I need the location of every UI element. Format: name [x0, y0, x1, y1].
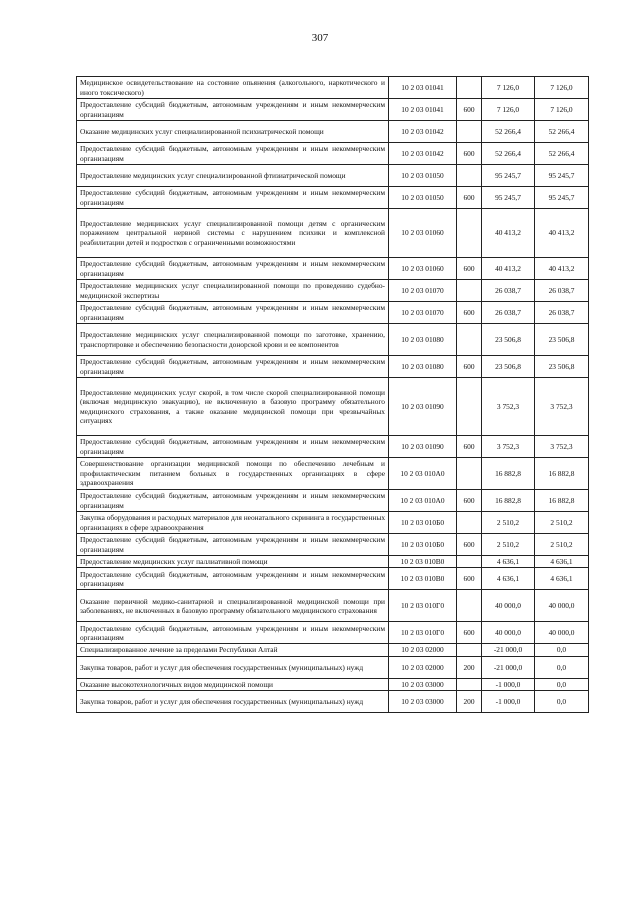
row-expense-type-cell — [457, 644, 482, 656]
row-amount-1-cell: 4 636,1 — [482, 568, 535, 590]
row-amount-1-cell: 16 882,8 — [482, 458, 535, 490]
row-name-cell: Предоставление субсидий бюджетным, автономным учреждениям и иным некоммерческим организациям — [77, 490, 389, 512]
row-amount-2-cell: 40 413,2 — [535, 209, 589, 258]
table-row — [77, 187, 589, 209]
row-expense-type-cell: 600 — [457, 622, 482, 644]
row-amount-2-cell: 7 126,0 — [535, 99, 589, 121]
row-amount-2-cell: 3 752,3 — [535, 436, 589, 458]
row-name-cell: Закупка товаров, работ и услуг для обеспечения государственных (муниципальных) нужд — [77, 691, 389, 713]
row-expense-type-cell — [457, 121, 482, 143]
table-row — [77, 622, 589, 644]
row-name-cell: Предоставление медицинских услуг скорой, в том числе скорой специализированной помощи (включая медицинскую эвакуацию), не включенную в базовую программу обязательного медицинского страхования, а также оказание медицинской помощи при чрезвычайных ситуациях — [77, 378, 389, 436]
row-code-cell: 10 2 03 01042 — [389, 121, 457, 143]
row-name-cell: Медицинское освидетельствование на состояние опьянения (алкогольного, наркотического и иного токсического) — [77, 77, 389, 99]
table-row — [77, 99, 589, 121]
table-row — [77, 691, 589, 713]
row-amount-1-cell: 40 413,2 — [482, 209, 535, 258]
table-row — [77, 436, 589, 458]
row-expense-type-cell: 600 — [457, 99, 482, 121]
row-name-cell: Оказание медицинских услуг специализированной психиатрической помощи — [77, 121, 389, 143]
table-row — [77, 490, 589, 512]
row-name-cell: Специализированное лечение за пределами Республики Алтай — [77, 644, 389, 656]
row-amount-2-cell: 23 506,8 — [535, 356, 589, 378]
row-name-cell: Предоставление субсидий бюджетным, автономным учреждениям и иным некоммерческим организациям — [77, 302, 389, 324]
row-code-cell: 10 2 03 01041 — [389, 99, 457, 121]
row-name-cell: Предоставление субсидий бюджетным, автономным учреждениям и иным некоммерческим организациям — [77, 356, 389, 378]
row-expense-type-cell: 200 — [457, 691, 482, 713]
table-row — [77, 302, 589, 324]
row-amount-1-cell: 3 752,3 — [482, 378, 535, 436]
row-code-cell: 10 2 03 010Б0 — [389, 534, 457, 556]
row-expense-type-cell: 600 — [457, 187, 482, 209]
row-amount-2-cell: 2 510,2 — [535, 512, 589, 534]
row-expense-type-cell: 600 — [457, 534, 482, 556]
row-code-cell: 10 2 03 010В0 — [389, 568, 457, 590]
table-row — [77, 458, 589, 490]
row-code-cell: 10 2 03 010А0 — [389, 458, 457, 490]
row-expense-type-cell — [457, 378, 482, 436]
row-amount-1-cell: -1 000,0 — [482, 691, 535, 713]
row-name-cell: Предоставление субсидий бюджетным, автономным учреждениям и иным некоммерческим организациям — [77, 534, 389, 556]
row-amount-2-cell: 26 038,7 — [535, 280, 589, 302]
row-code-cell: 10 2 03 01080 — [389, 356, 457, 378]
row-expense-type-cell — [457, 556, 482, 568]
row-code-cell: 10 2 03 02000 — [389, 644, 457, 656]
row-expense-type-cell: 600 — [457, 143, 482, 165]
row-expense-type-cell — [457, 678, 482, 690]
table-row — [77, 280, 589, 302]
row-amount-1-cell: 40 000,0 — [482, 622, 535, 644]
row-amount-2-cell: 40 000,0 — [535, 622, 589, 644]
row-code-cell: 10 2 03 01080 — [389, 324, 457, 356]
row-amount-2-cell: 3 752,3 — [535, 378, 589, 436]
row-code-cell: 10 2 03 02000 — [389, 656, 457, 678]
row-amount-2-cell: 26 038,7 — [535, 302, 589, 324]
row-name-cell: Совершенствование организации медицинской помощи по обеспечению лечебным и профилактическим питанием больных в государственных организациях в сфере здравоохранения — [77, 458, 389, 490]
page-number: 307 — [311, 32, 329, 44]
row-code-cell: 10 2 03 01041 — [389, 77, 457, 99]
row-expense-type-cell: 600 — [457, 436, 482, 458]
row-amount-1-cell: 40 413,2 — [482, 258, 535, 280]
row-expense-type-cell: 600 — [457, 302, 482, 324]
row-amount-1-cell: 95 245,7 — [482, 187, 535, 209]
row-amount-2-cell: 7 126,0 — [535, 77, 589, 99]
row-name-cell: Предоставление медицинских услуг специализированной помощи по заготовке, хранению, транспортировке и обеспечению безопасности донорской крови и ее компонентов — [77, 324, 389, 356]
row-name-cell: Оказание высокотехнологичных видов медицинской помощи — [77, 678, 389, 690]
row-name-cell: Предоставление субсидий бюджетным, автономным учреждениям и иным некоммерческим организациям — [77, 258, 389, 280]
table-row — [77, 324, 589, 356]
row-expense-type-cell: 600 — [457, 356, 482, 378]
budget-table-body — [77, 77, 589, 713]
row-expense-type-cell — [457, 209, 482, 258]
row-code-cell: 10 2 03 010А0 — [389, 490, 457, 512]
table-row — [77, 568, 589, 590]
row-amount-2-cell: 2 510,2 — [535, 534, 589, 556]
row-expense-type-cell: 200 — [457, 656, 482, 678]
row-name-cell: Предоставление субсидий бюджетным, автономным учреждениям и иным некоммерческим организациям — [77, 436, 389, 458]
row-expense-type-cell: 600 — [457, 258, 482, 280]
row-name-cell: Предоставление субсидий бюджетным, автономным учреждениям и иным некоммерческим организациям — [77, 622, 389, 644]
row-code-cell: 10 2 03 010Г0 — [389, 622, 457, 644]
row-amount-2-cell: 95 245,7 — [535, 187, 589, 209]
row-name-cell: Предоставление субсидий бюджетным, автономным учреждениям и иным некоммерческим организациям — [77, 99, 389, 121]
row-expense-type-cell: 600 — [457, 568, 482, 590]
row-name-cell: Закупка оборудования и расходных материалов для неонатального скрининга в государственных организациях в сфере здравоохранения — [77, 512, 389, 534]
row-code-cell: 10 2 03 01090 — [389, 378, 457, 436]
row-amount-1-cell: -21 000,0 — [482, 656, 535, 678]
row-code-cell: 10 2 03 03000 — [389, 678, 457, 690]
row-name-cell: Предоставление медицинских услуг специализированной помощи детям с органическим поражением центральной нервной системы с нарушением психики и комплексной реабилитации детей и подростков с ограниченными возможностями — [77, 209, 389, 258]
row-name-cell: Предоставление медицинских услуг специализированной помощи по проведению судебно-медицинской экспертизы — [77, 280, 389, 302]
row-amount-1-cell: 7 126,0 — [482, 77, 535, 99]
table-row — [77, 209, 589, 258]
row-code-cell: 10 2 03 01070 — [389, 302, 457, 324]
table-row — [77, 143, 589, 165]
row-amount-1-cell: 2 510,2 — [482, 512, 535, 534]
table-row — [77, 678, 589, 690]
row-code-cell: 10 2 03 01090 — [389, 436, 457, 458]
table-row — [77, 556, 589, 568]
row-code-cell: 10 2 03 01050 — [389, 187, 457, 209]
row-amount-1-cell: 40 000,0 — [482, 590, 535, 622]
row-name-cell: Оказание первичной медико-санитарной и специализированной медицинской помощи при заболеваниях, не включенных в базовую программу обязательного медицинского страхования — [77, 590, 389, 622]
row-amount-1-cell: 52 266,4 — [482, 143, 535, 165]
row-amount-1-cell: 52 266,4 — [482, 121, 535, 143]
row-code-cell: 10 2 03 01060 — [389, 258, 457, 280]
table-row — [77, 656, 589, 678]
table-row — [77, 356, 589, 378]
row-amount-1-cell: 23 506,8 — [482, 356, 535, 378]
row-amount-1-cell: -21 000,0 — [482, 644, 535, 656]
row-amount-2-cell: 4 636,1 — [535, 556, 589, 568]
row-expense-type-cell — [457, 590, 482, 622]
table-row — [77, 512, 589, 534]
table-row — [77, 378, 589, 436]
row-name-cell: Предоставление субсидий бюджетным, автономным учреждениям и иным некоммерческим организациям — [77, 143, 389, 165]
row-amount-1-cell: 4 636,1 — [482, 556, 535, 568]
row-amount-2-cell: 0,0 — [535, 656, 589, 678]
row-amount-2-cell: 95 245,7 — [535, 165, 589, 187]
row-name-cell: Предоставление субсидий бюджетным, автономным учреждениям и иным некоммерческим организациям — [77, 187, 389, 209]
row-expense-type-cell — [457, 280, 482, 302]
row-amount-2-cell: 52 266,4 — [535, 143, 589, 165]
table-row — [77, 77, 589, 99]
row-expense-type-cell — [457, 165, 482, 187]
row-amount-1-cell: 23 506,8 — [482, 324, 535, 356]
row-amount-1-cell: 26 038,7 — [482, 302, 535, 324]
row-name-cell: Предоставление медицинских услуг паллиативной помощи — [77, 556, 389, 568]
row-amount-1-cell: 26 038,7 — [482, 280, 535, 302]
row-amount-1-cell: 7 126,0 — [482, 99, 535, 121]
row-amount-2-cell: 23 506,8 — [535, 324, 589, 356]
row-amount-2-cell: 16 882,8 — [535, 458, 589, 490]
row-expense-type-cell: 600 — [457, 490, 482, 512]
row-name-cell: Закупка товаров, работ и услуг для обеспечения государственных (муниципальных) нужд — [77, 656, 389, 678]
row-expense-type-cell — [457, 512, 482, 534]
row-code-cell: 10 2 03 01070 — [389, 280, 457, 302]
row-code-cell: 10 2 03 03000 — [389, 691, 457, 713]
budget-table — [76, 76, 589, 713]
row-amount-2-cell: 0,0 — [535, 644, 589, 656]
row-code-cell: 10 2 03 010В0 — [389, 556, 457, 568]
row-amount-2-cell: 0,0 — [535, 691, 589, 713]
row-amount-1-cell: -1 000,0 — [482, 678, 535, 690]
row-amount-1-cell: 95 245,7 — [482, 165, 535, 187]
row-code-cell: 10 2 03 01042 — [389, 143, 457, 165]
row-amount-1-cell: 16 882,8 — [482, 490, 535, 512]
table-row — [77, 644, 589, 656]
row-amount-2-cell: 4 636,1 — [535, 568, 589, 590]
table-row — [77, 258, 589, 280]
row-code-cell: 10 2 03 01050 — [389, 165, 457, 187]
table-row — [77, 165, 589, 187]
row-expense-type-cell — [457, 77, 482, 99]
row-code-cell: 10 2 03 010Б0 — [389, 512, 457, 534]
row-amount-1-cell: 3 752,3 — [482, 436, 535, 458]
row-amount-2-cell: 40 000,0 — [535, 590, 589, 622]
table-row — [77, 121, 589, 143]
row-name-cell: Предоставление субсидий бюджетным, автономным учреждениям и иным некоммерческим организациям — [77, 568, 389, 590]
row-name-cell: Предоставление медицинских услуг специализированной фтизиатрической помощи — [77, 165, 389, 187]
table-row — [77, 534, 589, 556]
row-amount-2-cell: 0,0 — [535, 678, 589, 690]
row-code-cell: 10 2 03 01060 — [389, 209, 457, 258]
row-amount-2-cell: 52 266,4 — [535, 121, 589, 143]
row-amount-1-cell: 2 510,2 — [482, 534, 535, 556]
row-expense-type-cell — [457, 458, 482, 490]
row-amount-2-cell: 16 882,8 — [535, 490, 589, 512]
row-expense-type-cell — [457, 324, 482, 356]
table-row — [77, 590, 589, 622]
row-code-cell: 10 2 03 010Г0 — [389, 590, 457, 622]
row-amount-2-cell: 40 413,2 — [535, 258, 589, 280]
